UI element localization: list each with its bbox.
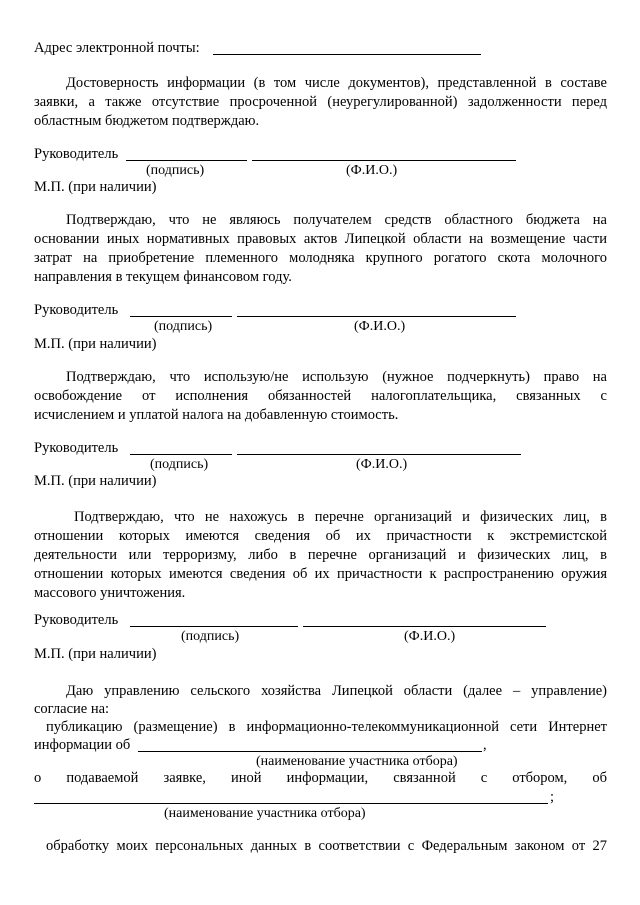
participant-name-line bbox=[34, 803, 548, 804]
participant-name-line bbox=[138, 751, 482, 752]
fio-caption: (Ф.И.О.) bbox=[356, 457, 408, 472]
participant-name-caption: (наименование участника отбора) bbox=[256, 754, 458, 769]
fio-caption: (Ф.И.О.) bbox=[354, 319, 406, 334]
stamp-note: М.П. (при наличии) bbox=[34, 179, 157, 195]
fio-line bbox=[303, 626, 546, 627]
paragraph-vat-line-1: Подтверждаю, что использую/не использую (нужное подчеркнуть) право на bbox=[66, 369, 607, 385]
email-field-line bbox=[213, 54, 481, 55]
paragraph-extremism-line-3: деятельности или терроризму, либо в перечне организаций и физических лиц, в bbox=[34, 547, 607, 563]
head-label: Руководитель bbox=[34, 302, 119, 318]
about-application-line: о подаваемой заявке, иной информации, связанной с отбором, об bbox=[34, 770, 607, 786]
paragraph-not-recipient-line-4: направления в текущем финансовом году. bbox=[34, 269, 292, 285]
comma: , bbox=[483, 737, 487, 753]
participant-name-caption: (наименование участника отбора) bbox=[164, 806, 366, 821]
paragraph-extremism-line-4: отношении которых имеются сведения об их причастности к распространению оружия bbox=[34, 566, 607, 582]
fio-line bbox=[252, 160, 516, 161]
fio-caption: (Ф.И.О.) bbox=[346, 163, 398, 178]
signature-caption: (подпись) bbox=[146, 163, 205, 178]
fio-line bbox=[237, 316, 516, 317]
paragraph-extremism-line-1: Подтверждаю, что не нахожусь в перечне организаций и физических лиц, в bbox=[74, 509, 607, 525]
signature-line bbox=[130, 626, 298, 627]
paragraph-not-recipient-line-1: Подтверждаю, что не являюсь получателем средств областного бюджета на bbox=[66, 212, 607, 228]
paragraph-vat-line-3: исчислением и уплатой налога на добавленную стоимость. bbox=[34, 407, 399, 423]
fio-line bbox=[237, 454, 521, 455]
paragraph-reliability-line-1: Достоверность информации (в том числе документов), представленной в составе bbox=[66, 75, 607, 91]
publication-line-1: публикацию (размещение) в информационно-телекоммуникационной сети Интернет bbox=[46, 719, 607, 735]
email-label: Адрес электронной почты: bbox=[34, 40, 200, 56]
signature-line bbox=[130, 454, 232, 455]
paragraph-consent-line-2: согласие на: bbox=[34, 701, 110, 717]
personal-data-processing-line: обработку моих персональных данных в соответствии с Федеральным законом от 27 bbox=[46, 838, 607, 854]
head-label: Руководитель bbox=[34, 146, 119, 162]
head-label: Руководитель bbox=[34, 440, 119, 456]
paragraph-extremism-line-5: массового уничтожения. bbox=[34, 585, 186, 601]
paragraph-not-recipient-line-3: затрат на приобретение племенного молодняка крупного рогатого скота молочного bbox=[34, 250, 607, 266]
stamp-note: М.П. (при наличии) bbox=[34, 646, 157, 662]
semicolon: ; bbox=[550, 789, 555, 805]
paragraph-consent-line-1: Даю управлению сельского хозяйства Липецкой области (далее – управление) bbox=[66, 683, 607, 699]
paragraph-extremism-line-2: отношении которых имеются сведения об их причастности к экстремистской bbox=[34, 528, 607, 544]
paragraph-reliability-line-2: заявки, а также отсутствие просроченной (неурегулированной) задолженности перед bbox=[34, 94, 607, 110]
paragraph-not-recipient-line-2: основании иных нормативных правовых актов Липецкой области на возмещение части bbox=[34, 231, 607, 247]
fio-caption: (Ф.И.О.) bbox=[404, 629, 456, 644]
paragraph-reliability-line-3: областным бюджетом подтверждаю. bbox=[34, 113, 260, 129]
signature-caption: (подпись) bbox=[150, 457, 209, 472]
publication-line-2: информации об bbox=[34, 737, 131, 753]
signature-line bbox=[130, 316, 232, 317]
signature-line bbox=[126, 160, 247, 161]
stamp-note: М.П. (при наличии) bbox=[34, 336, 157, 352]
signature-caption: (подпись) bbox=[154, 319, 213, 334]
head-label: Руководитель bbox=[34, 612, 119, 628]
paragraph-vat-line-2: освобождение от исполнения обязанностей налогоплательщика, связанных с bbox=[34, 388, 607, 404]
signature-caption: (подпись) bbox=[181, 629, 240, 644]
stamp-note: М.П. (при наличии) bbox=[34, 473, 157, 489]
